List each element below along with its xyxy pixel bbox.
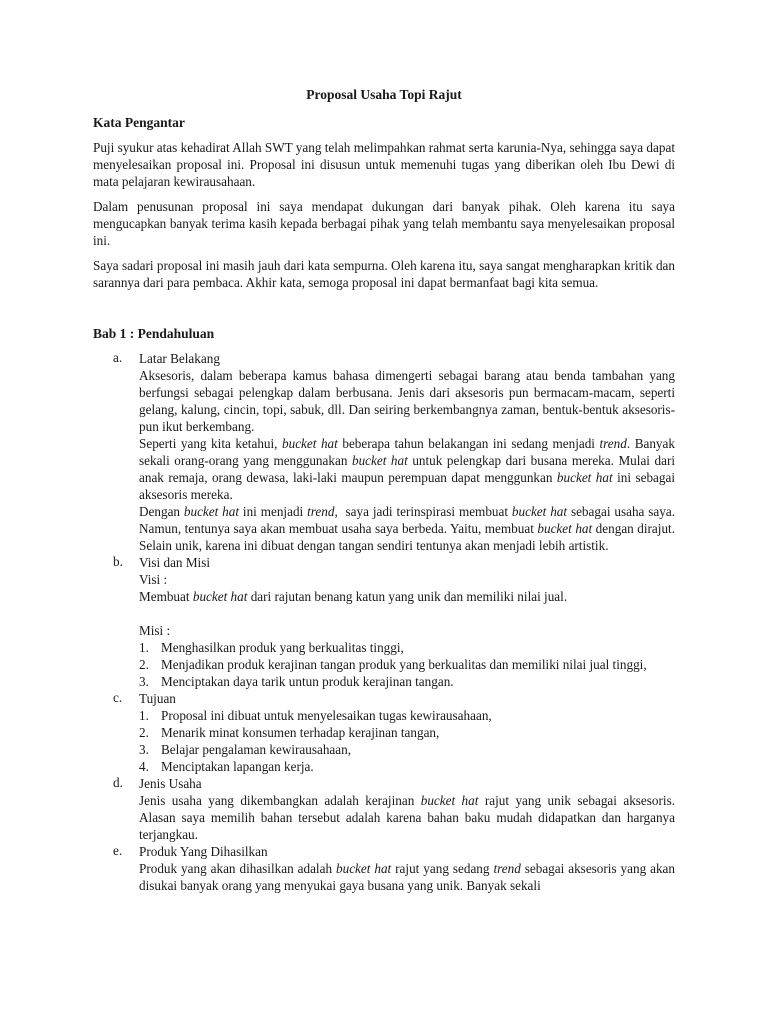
blank-line	[139, 605, 675, 622]
list-marker: a.	[113, 350, 123, 365]
section-body	[139, 792, 675, 843]
jenis-usaha-paragraph	[139, 792, 675, 843]
italic-term: bucket hat	[511, 504, 568, 519]
misi-list	[139, 639, 675, 690]
list-item	[139, 741, 675, 758]
text-run: saya jadi terinspirasi membuat	[337, 504, 512, 519]
list-item-text: Belajar pengalaman kewirausahaan,	[161, 742, 352, 757]
text-run: Seperti yang kita ketahui,	[139, 436, 283, 451]
text-run: rajut yang sedang	[391, 861, 494, 876]
list-item	[139, 639, 675, 656]
preface-paragraph-1: Puji syukur atas kehadirat Allah SWT yang telah melimpahkan rahmat serta karunia-Nya, sehingga saya dapat menyelesaikan proposal ini. Proposal ini disusun untuk memenuhi tugas yang diberikan oleh Ibu Dewi di mata pelajaran kewirausahaan.	[93, 140, 675, 189]
section-title: Jenis Usaha	[139, 776, 202, 791]
list-marker: d.	[113, 775, 123, 790]
chapter-1-heading: Bab 1 : Pendahuluan	[93, 326, 215, 341]
text-run: Produk yang akan dihasilkan adalah	[139, 861, 336, 876]
list-item	[139, 724, 675, 741]
italic-term: trend	[493, 861, 521, 876]
visi-text	[139, 588, 675, 605]
section-title: Tujuan	[139, 691, 176, 706]
tujuan-list	[139, 707, 675, 775]
text-run: Membuat	[139, 589, 193, 604]
produk-paragraph	[139, 860, 675, 894]
italic-term: bucket hat	[282, 436, 338, 451]
list-item-text: Menjadikan produk kerajinan tangan produk yang berkualitas dan memiliki nilai jual tinggi,	[161, 657, 647, 672]
document-title: Proposal Usaha Topi Rajut	[306, 87, 462, 102]
list-number: 3.	[139, 674, 149, 689]
list-number: 2.	[139, 657, 149, 672]
section-title: Visi dan Misi	[139, 555, 211, 570]
preface-paragraph-3: Saya sadari proposal ini masih jauh dari kata sempurna. Oleh karena itu, saya sangat mengharapkan kritik dan sarannya dari para pembaca. Akhir kata, semoga proposal ini dapat bermanfaat bagi kita semua.	[93, 258, 675, 290]
list-number: 3.	[139, 742, 149, 757]
list-number: 1.	[139, 640, 149, 655]
section-spacer	[93, 299, 675, 325]
section-body	[139, 860, 675, 894]
text-run: sebagai aksesoris yang akan disukai banyak orang yang menyukai gaya busana yang unik. Banyak sekali	[139, 861, 676, 893]
italic-term: bucket hat	[351, 453, 408, 468]
list-item-text: Menghasilkan produk yang berkualitas tinggi,	[161, 640, 404, 655]
list-item-text: Menciptakan lapangan kerja.	[161, 759, 314, 774]
list-item-text: Proposal ini dibuat untuk menyelesaikan tugas kewirausahaan,	[161, 708, 492, 723]
section-visi-misi	[93, 554, 675, 690]
text-run: ini sebagai aksesoris mereka.	[139, 470, 676, 502]
list-number: 2.	[139, 725, 149, 740]
text-run: . Banyak sekali orang-orang yang menggunakan	[139, 436, 675, 468]
text-run: Dengan	[139, 504, 184, 519]
italic-term: bucket hat	[420, 793, 479, 808]
preface-paragraph-2: Dalam penusunan proposal ini saya mendapat dukungan dari banyak pihak. Oleh karena itu saya mengucapkan banyak terima kasih kepada berbagai pihak yang telah membantu saya menyelesaikan proposal ini.	[93, 199, 675, 248]
italic-term: bucket hat	[336, 861, 392, 876]
section-body	[139, 707, 675, 775]
italic-term: trend	[599, 436, 627, 451]
section-tujuan	[93, 690, 675, 775]
misi-label: Misi :	[139, 623, 171, 638]
italic-term: trend,	[307, 504, 338, 519]
italic-term: bucket hat	[192, 589, 248, 604]
list-item	[139, 656, 675, 673]
section-body	[139, 367, 675, 554]
list-marker: b.	[113, 554, 123, 569]
list-item	[139, 673, 675, 690]
italic-term: bucket hat	[183, 504, 240, 519]
text-run: untuk pelengkap dari busana mereka. Mulai dari anak remaja, orang dewasa, laki-laki maupun perempuan dapat menggunkan	[139, 453, 676, 485]
list-marker: e.	[113, 843, 123, 858]
text-run: dari rajutan benang katun yang unik dan memiliki nilai jual.	[247, 589, 568, 604]
preface-heading: Kata Pengantar	[93, 115, 185, 130]
section-title: Latar Belakang	[139, 351, 220, 366]
section-latar-belakang	[93, 350, 675, 554]
text-run: rajut yang unik sebagai aksesoris. Alasan saya memilih bahan tersebut adalah karena bahan baku mudah didapatkan dan harganya terjangkau.	[139, 793, 675, 842]
section-jenis-usaha	[93, 775, 675, 843]
section-produk	[93, 843, 675, 894]
section-title: Produk Yang Dihasilkan	[139, 844, 268, 859]
background-paragraph-3	[139, 503, 675, 554]
italic-term: bucket hat	[556, 470, 613, 485]
text-run: beberapa tahun belakangan ini sedang menjadi	[337, 436, 600, 451]
list-item-text: Menarik minat konsumen terhadap kerajinan tangan,	[161, 725, 440, 740]
document-page	[93, 86, 675, 894]
text-run: Jenis usaha yang dikembangkan adalah kerajinan	[139, 793, 421, 808]
background-paragraph-2	[139, 435, 675, 503]
section-body	[139, 571, 675, 690]
text-run: dengan dirajut. Selain unik, karena ini dibuat dengan tangan sendiri tentunya akan menjadi lebih artistik.	[139, 521, 675, 553]
background-paragraph-1: Aksesoris, dalam beberapa kamus bahasa dimengerti sebagai barang atau benda tambahan yang berfungsi sebagai pelengkap dalam berbusana. Jenis dari aksesoris pun bermacam-macam, seperti gelang, kalung, cincin, topi, sabuk, dll. Dan seiring berkembangnya zaman, bentuk-bentuk aksesoris-pun ikut berkembang.	[139, 368, 675, 434]
text-run: sebagai usaha saya. Namun, tentunya saya akan membuat usaha saya berbeda. Yaitu, membuat	[139, 504, 675, 536]
list-item-text: Menciptakan daya tarik untun produk kerajinan tangan.	[161, 674, 454, 689]
list-marker: c.	[113, 690, 123, 705]
visi-label: Visi :	[139, 572, 168, 587]
list-number: 1.	[139, 708, 149, 723]
text-run: ini menjadi	[239, 504, 308, 519]
list-number: 4.	[139, 759, 149, 774]
italic-term: bucket hat	[537, 521, 593, 536]
list-item	[139, 707, 675, 724]
list-item	[139, 758, 675, 775]
